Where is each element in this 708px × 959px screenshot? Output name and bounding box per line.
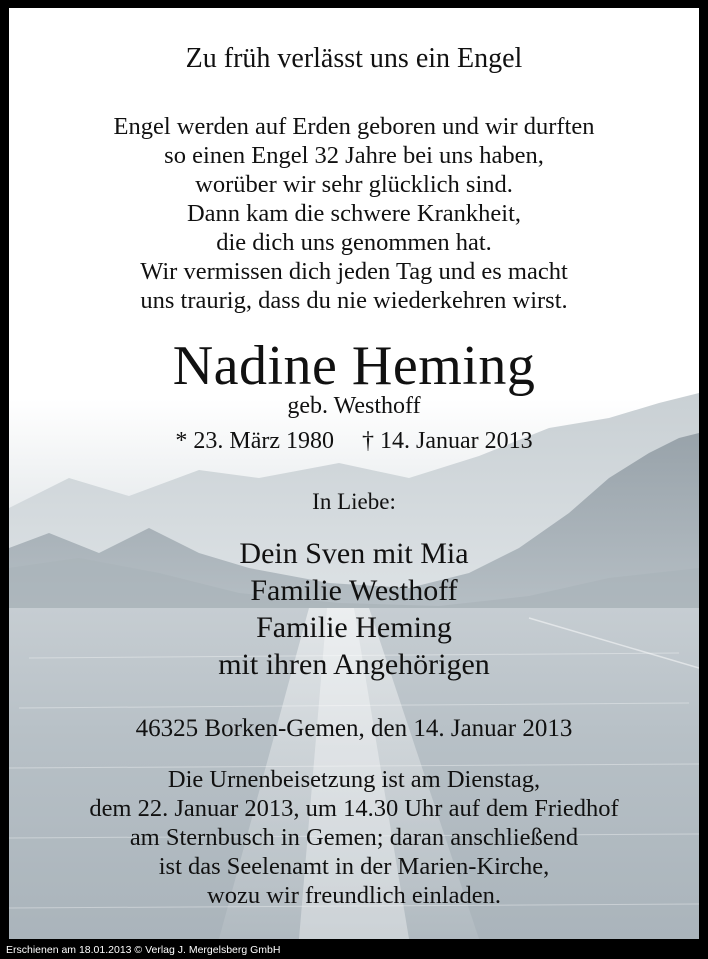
poem-line: Engel werden auf Erden geboren und wir durften (113, 113, 595, 140)
burial-line: am Sternbusch in Gemen; daran anschließend (129, 824, 579, 851)
mourners-list (9, 535, 699, 683)
poem-line: Dann kam die schwere Krankheit, (186, 200, 522, 227)
life-dates (9, 426, 699, 456)
poem (9, 112, 699, 315)
birth-date: * 23. März 1980 (175, 428, 334, 454)
mourner-line: mit ihren Angehörigen (218, 648, 490, 681)
mourner-line: Dein Sven mit Mia (239, 537, 469, 570)
burial-line: wozu wir freundlich einladen. (207, 882, 501, 909)
notice-content (9, 8, 699, 939)
death-date: † 14. Januar 2013 (362, 428, 533, 454)
poem-line: so einen Engel 32 Jahre bei uns haben, (164, 142, 544, 169)
mourner-line: Familie Heming (256, 611, 452, 644)
poem-line: uns traurig, dass du nie wiederkehren wirst. (140, 287, 568, 314)
publication-credit: Erschienen am 18.01.2013 © Verlag J. Mergelsberg GmbH (6, 944, 281, 956)
poem-line: Wir vermissen dich jeden Tag und es macht (140, 258, 568, 285)
obituary-card (9, 8, 699, 939)
deceased-name: Nadine Heming (172, 335, 536, 397)
burial-line: ist das Seelenamt in der Marien-Kirche, (158, 853, 550, 880)
burial-line: Die Urnenbeisetzung ist am Dienstag, (167, 766, 541, 793)
burial-info (9, 765, 699, 910)
mourner-line: Familie Westhoff (250, 574, 458, 607)
poem-line: worüber wir sehr glücklich sind. (195, 171, 513, 198)
in-love-label: In Liebe: (312, 489, 396, 514)
place-date: 46325 Borken-Gemen, den 14. Januar 2013 (135, 715, 573, 742)
poem-line: die dich uns genommen hat. (216, 229, 492, 256)
birth-name: geb. Westhoff (287, 393, 421, 419)
headline: Zu früh verlässt uns ein Engel (185, 43, 523, 74)
burial-line: dem 22. Januar 2013, um 14.30 Uhr auf dem Friedhof (89, 795, 619, 822)
